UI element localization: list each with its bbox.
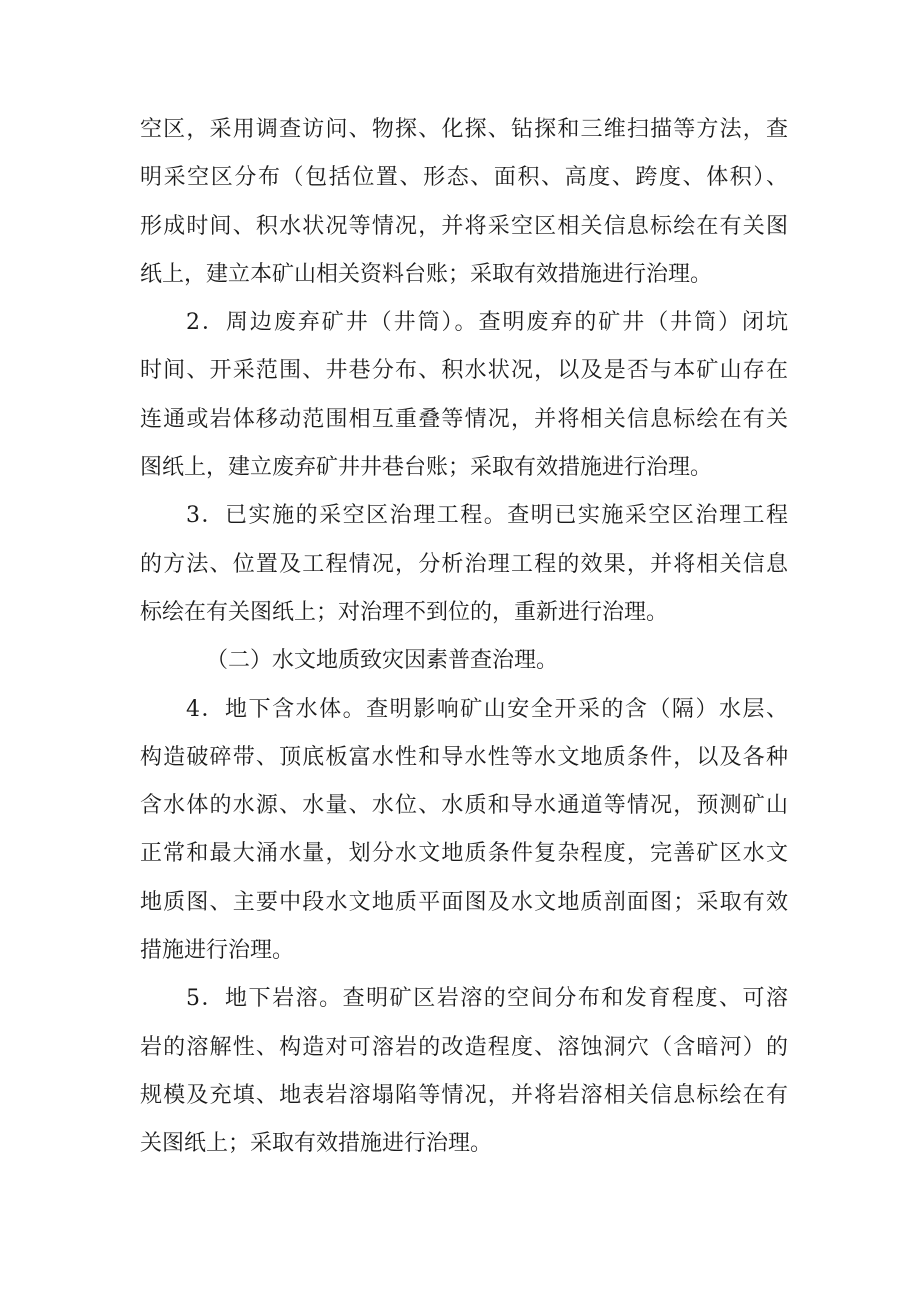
paragraph-item-5 <box>140 975 788 1168</box>
text-line: 标绘在有关图纸上；对治理不到位的，重新进行治理。 <box>140 599 669 625</box>
section-heading-hydrogeology <box>140 637 788 685</box>
text-line: 图纸上，建立废弃矿井井巷台账；采取有效措施进行治理。 <box>140 455 713 481</box>
text-line: 2．周边废弃矿井（井筒）。查明废弃的矿井（井筒）闭坑 <box>186 310 788 336</box>
text-line: 规模及充填、地表岩溶塌陷等情况，并将岩溶相关信息标绘在有 <box>140 1082 788 1108</box>
document-page <box>140 106 788 1169</box>
text-line: 5．地下岩溶。查明矿区岩溶的空间分布和发育程度、可溶 <box>186 986 788 1012</box>
text-line: 关图纸上；采取有效措施进行治理。 <box>140 1131 493 1157</box>
text-line: 正常和最大涌水量，划分水文地质条件复杂程度，完善矿区水文 <box>140 841 788 867</box>
text-line: 明采空区分布（包括位置、形态、面积、高度、跨度、体积）、 <box>140 165 788 191</box>
text-line: 纸上，建立本矿山相关资料台账；采取有效措施进行治理。 <box>140 261 713 287</box>
text-line: 的方法、位置及工程情况，分析治理工程的效果，并将相关信息 <box>140 551 788 577</box>
paragraph-item-3 <box>140 492 788 637</box>
text-line: 构造破碎带、顶底板富水性和导水性等水文地质条件，以及各种 <box>140 744 788 770</box>
text-line: 地质图、主要中段水文地质平面图及水文地质剖面图；采取有效 <box>140 889 788 915</box>
text-line: 时间、开采范围、井巷分布、积水状况，以及是否与本矿山存在 <box>140 358 788 384</box>
text-line: 4．地下含水体。查明影响矿山安全开采的含（隔）水层、 <box>186 696 788 722</box>
text-line: 连通或岩体移动范围相互重叠等情况，并将相关信息标绘在有关 <box>140 406 788 432</box>
text-line: 3．已实施的采空区治理工程。查明已实施采空区治理工程 <box>186 503 788 529</box>
paragraph-item-4 <box>140 686 788 976</box>
text-line: 措施进行治理。 <box>140 938 295 964</box>
paragraph-item-2 <box>140 299 788 492</box>
paragraph-goaf-continued <box>140 106 788 299</box>
text-line: 含水体的水源、水量、水位、水质和导水通道等情况，预测矿山 <box>140 793 788 819</box>
text-line: 空区，采用调查访问、物探、化探、钻探和三维扫描等方法，查 <box>140 117 788 142</box>
text-line: 形成时间、积水状况等情况，并将采空区相关信息标绘在有关图 <box>140 213 788 239</box>
text-line: 岩的溶解性、构造对可溶岩的改造程度、溶蚀洞穴（含暗河）的 <box>140 1034 788 1060</box>
section-heading: （二）水文地质致灾因素普查治理。 <box>206 648 559 674</box>
